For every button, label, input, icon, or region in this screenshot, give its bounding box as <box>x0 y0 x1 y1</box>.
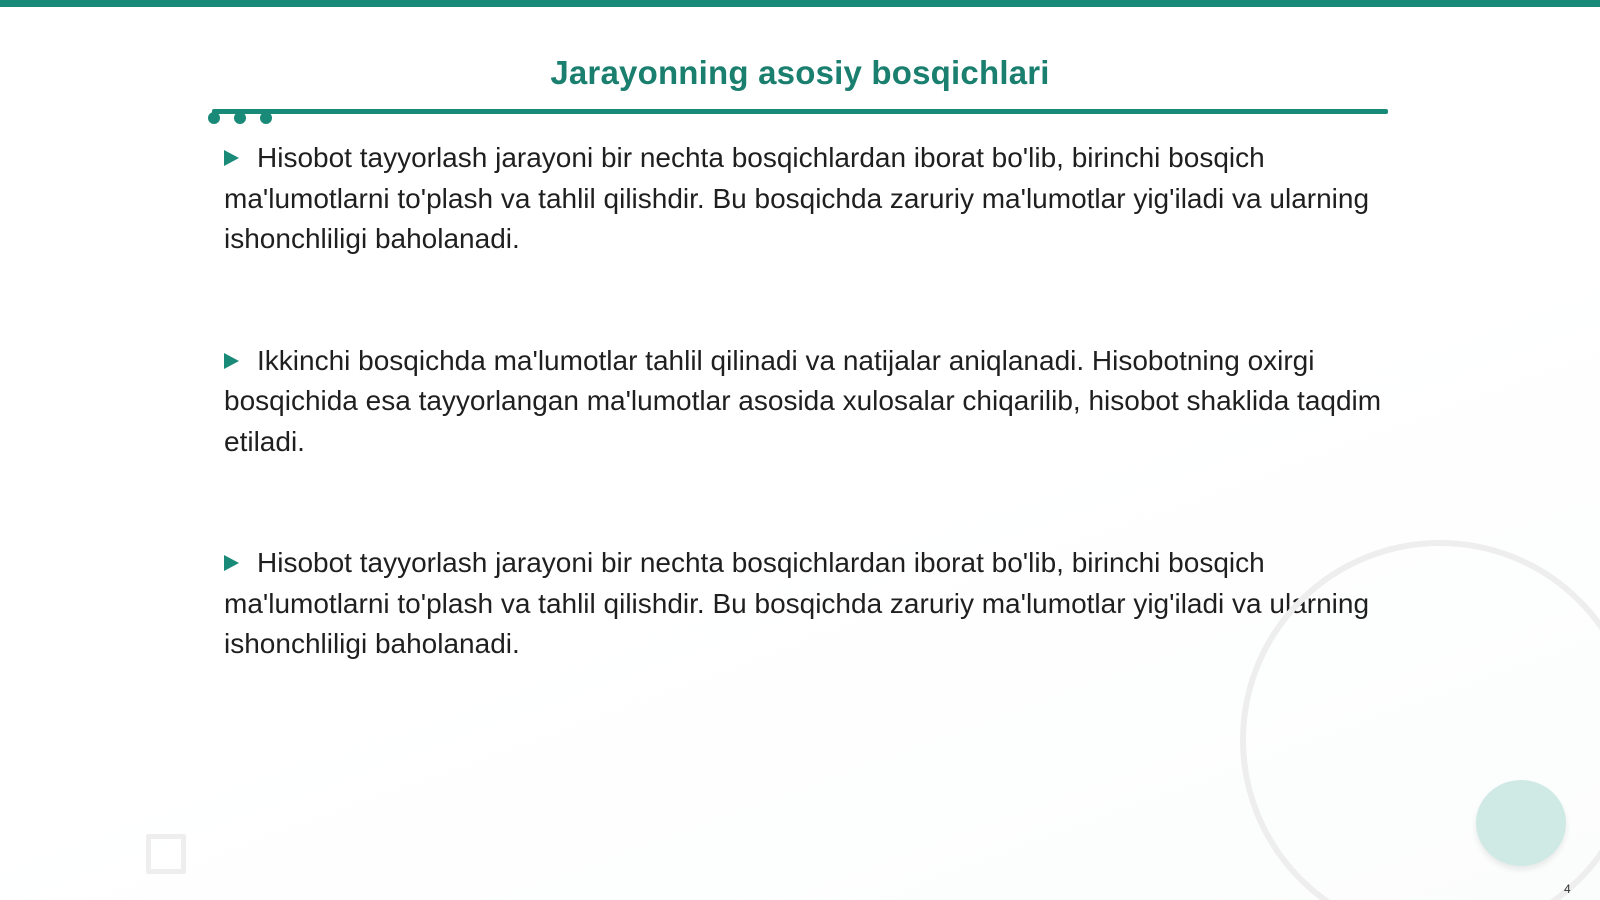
underline-dot <box>234 112 246 124</box>
bullet-item <box>224 138 1394 260</box>
slide-title: Jarayonning asosiy bosqichlari <box>550 54 1050 91</box>
triangle-right-icon <box>224 555 239 571</box>
underline-dot <box>208 112 220 124</box>
title-underline <box>212 109 1388 114</box>
decorative-square <box>146 834 186 874</box>
top-accent-bar <box>0 0 1600 7</box>
bullet-text: Ikkinchi bosqichda ma'lumotlar tahlil qilinadi va natijalar aniqlanadi. Hisobotning oxirgi bosqichida esa tayyorlangan ma'lumotlar asosida xulosalar chiqarilib, hisobot shaklida taqdim etiladi. <box>224 344 1382 457</box>
bullet-text: Hisobot tayyorlash jarayoni bir nechta bosqichlardan iborat bo'lib, birinchi bosqich ma'lumotlarni to'plash va tahlil qilishdir. Bu bosqichda zaruriy ma'lumotlar yig'iladi va ularning ishonchliligi baholanadi. <box>224 547 1370 659</box>
bullet-item <box>224 341 1394 463</box>
triangle-right-icon <box>224 353 239 369</box>
triangle-right-icon <box>224 150 239 166</box>
page-number: 4 <box>1564 882 1571 896</box>
decorative-disc <box>1476 780 1566 866</box>
bullet-text: Hisobot tayyorlash jarayoni bir nechta bosqichlardan iborat bo'lib, birinchi bosqich ma'lumotlarni to'plash va tahlil qilishdir. Bu bosqichda zaruriy ma'lumotlar yig'iladi va ularning ishonchliligi baholanadi. <box>224 142 1370 254</box>
bullet-list <box>224 138 1394 746</box>
underline-dot <box>260 112 272 124</box>
bullet-item <box>224 543 1394 665</box>
